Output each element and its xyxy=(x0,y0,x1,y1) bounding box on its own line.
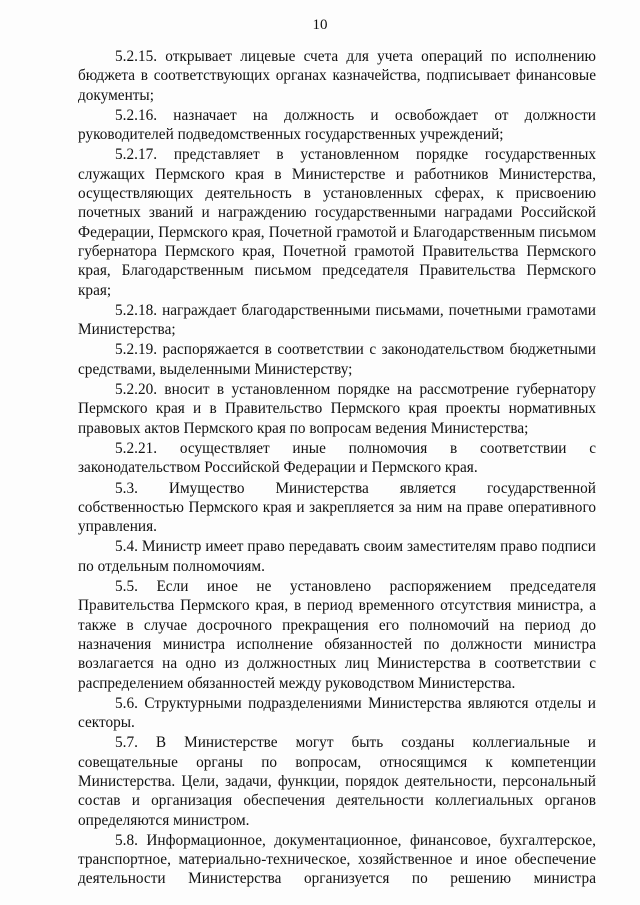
paragraph-5-2-19: 5.2.19. распоряжается в соответствии с законодательством бюджетными средствами, выделенными Министерству; xyxy=(78,341,596,378)
paragraph-5-6: 5.6. Структурными подразделениями Министерства являются отделы и секторы. xyxy=(78,694,596,732)
paragraph-5-2-18: 5.2.18. награждает благодарственными письмами, почетными грамотами Министерства; xyxy=(78,301,596,339)
paragraph-5-2-17: 5.2.17. представляет в установленном порядке государственных служащих Пермского края в Министерстве и работников Министерства, осуществляющих деятельность в установленных сферах, к присвоению почетных званий и награждению государственными наградами Российской Федерации, Пермского края, Почетной грамотой и Благодарственным письмом губернатора Пермского края, Почетной грамотой Правительства Пермского края, Благодарственным письмом председателя Правительства Пермского края; xyxy=(78,146,596,299)
page-number: 10 xyxy=(312,17,328,33)
paragraph-5-2-20: 5.2.20. вносит в установленном порядке на рассмотрение губернатору Пермского края и в Правительство Пермского края проекты нормативных правовых актов Пермского края по вопросам ведения Министерства; xyxy=(78,381,596,437)
paragraph-5-4: 5.4. Министр имеет право передавать своим заместителям право подписи по отдельным полномочиям. xyxy=(78,538,596,575)
paragraph-5-2-16: 5.2.16. назначает на должность и освобождает от должности руководителей подведомственных государственных учреждений; xyxy=(78,106,596,144)
paragraph-5-2-21: 5.2.21. осуществляет иные полномочия в соответствии с законодательством Российской Федерации и Пермского края. xyxy=(78,439,596,477)
paragraph-5-2-15: 5.2.15. открывает лицевые счета для учета операций по исполнению бюджета в соответствующих органах казначейства, подписывает финансовые документы; xyxy=(78,48,596,104)
document-body xyxy=(78,47,596,890)
paragraph-5-3: 5.3. Имущество Министерства является государственной собственностью Пермского края и закрепляется за ним на праве оперативного управления. xyxy=(78,479,596,536)
paragraph-5-8: 5.8. Информационное, документационное, финансовое, бухгалтерское, транспортное, материально-техническое, хозяйственное и иное обеспечение деятельности Министерства организуется по решению министра xyxy=(78,831,596,888)
paragraph-5-7: 5.7. В Министерстве могут быть созданы коллегиальные и совещательные органы по вопросам, относящимся к компетенции Министерства. Цели, задачи, функции, порядок деятельности, персональный состав и организация обеспечения деятельности коллегиальных органов определяются министром. xyxy=(78,734,596,829)
paragraph-5-5: 5.5. Если иное не установлено распоряжением председателя Правительства Пермского края, в период временного отсутствия министра, а также в случае досрочного прекращения его полномочий на период до назначения министра исполнение обязанностей по должности министра возлагается на одно из должностных лиц Министерства в соответствии с распределением обязанностей между руководством Министерства. xyxy=(78,578,596,692)
